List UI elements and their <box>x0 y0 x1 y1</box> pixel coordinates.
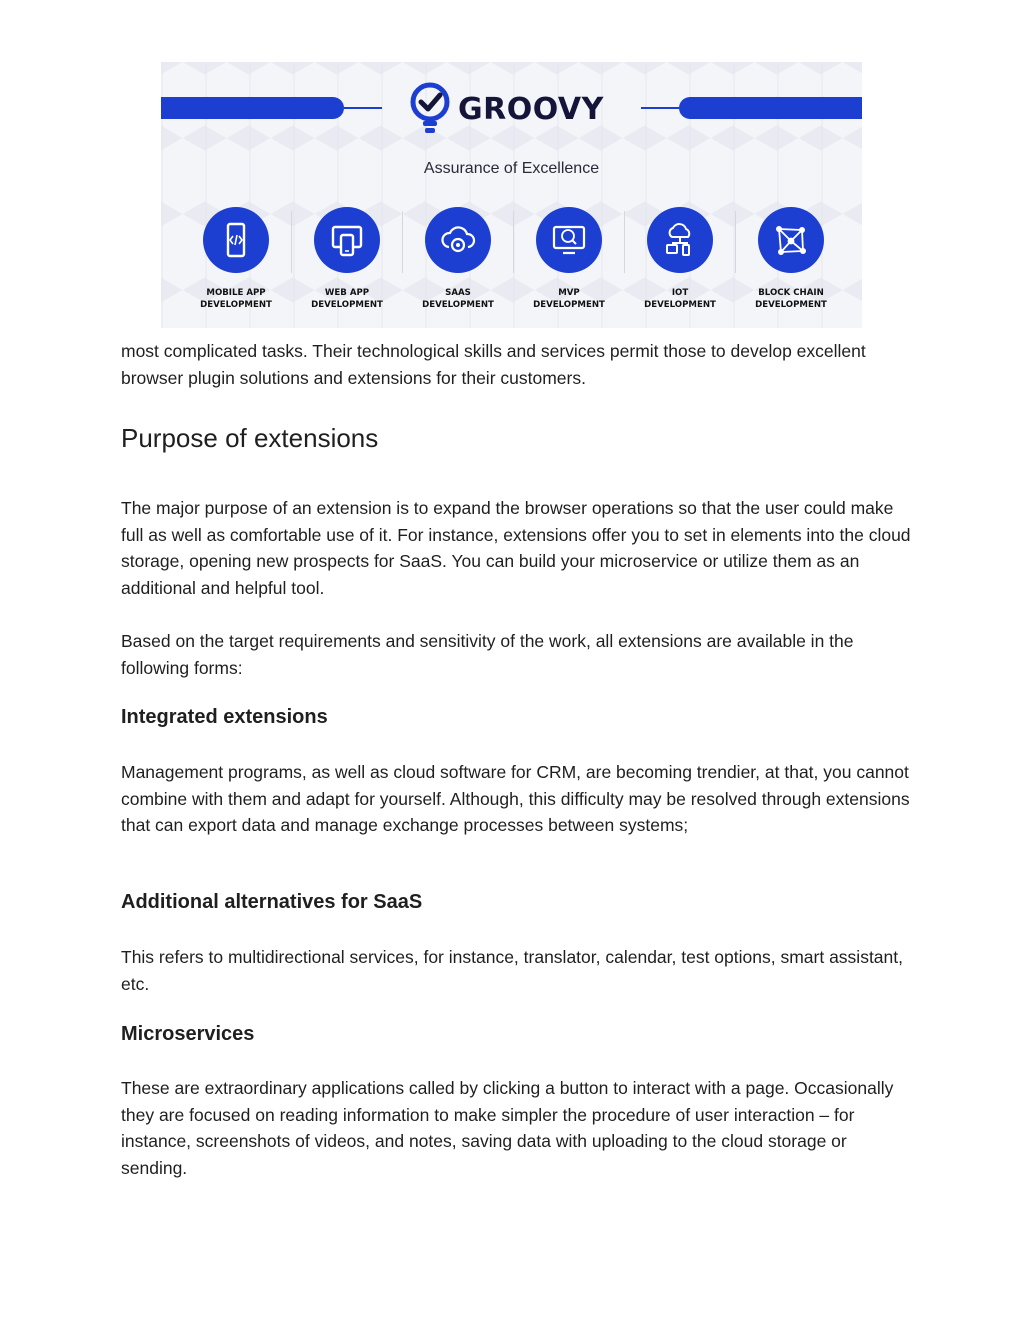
service-label: MOBILE APP DEVELOPMENT <box>200 288 272 310</box>
integrated-paragraph: Management programs, as well as cloud software for CRM, are becoming trendier, at that, you cannot combine with them and adapt for yourself. Although, this difficulty may be resolved through extensions that can export data and manage exchange processes between systems; <box>121 762 910 835</box>
cloud-gear-icon <box>439 221 477 259</box>
groovy-banner <box>161 62 862 328</box>
heading-saas: Additional alternatives for SaaS <box>121 891 423 913</box>
service-label: BLOCK CHAIN DEVELOPMENT <box>755 288 827 310</box>
service-label: IOT DEVELOPMENT <box>644 288 716 310</box>
banner-bar-left <box>161 97 344 119</box>
mvp-monitor-icon <box>550 221 588 259</box>
service-saas <box>403 207 513 311</box>
saas-paragraph: This refers to multidirectional services, for instance, translator, calendar, test options, smart assistant, etc. <box>121 947 903 994</box>
service-mobile-app <box>181 207 291 311</box>
groovy-logo <box>408 82 604 136</box>
intro-paragraph: most complicated tasks. Their technological skills and services permit those to develop excellent browser plugin solutions and extensions for their customers. <box>121 341 866 388</box>
service-iot <box>625 207 735 311</box>
banner-bar-right <box>679 97 862 119</box>
heading-purpose: Purpose of extensions <box>121 423 379 453</box>
brand-name: GROOVY <box>458 91 604 127</box>
service-label: WEB APP DEVELOPMENT <box>311 288 383 310</box>
microservices-paragraph: These are extraordinary applications called by clicking a button to interact with a page. Occasionally they are focused on reading information to make simpler the procedure of user interaction – for instance, screenshots of videos, and notes, saving data with uploading to the cloud storage or sending. <box>121 1078 894 1178</box>
banner-tagline: Assurance of Excellence <box>423 160 600 177</box>
service-mvp <box>514 207 624 311</box>
lightbulb-check-icon <box>408 82 452 136</box>
web-app-icon <box>328 221 366 259</box>
purpose-paragraph-2: Based on the target requirements and sensitivity of the work, all extensions are available in the following forms: <box>121 631 854 678</box>
iot-cloud-icon <box>661 221 699 259</box>
service-blockchain <box>736 207 846 311</box>
services-row <box>181 207 846 317</box>
heading-integrated: Integrated extensions <box>121 706 328 728</box>
heading-microservices: Microservices <box>121 1023 255 1045</box>
banner-line-left <box>344 107 382 109</box>
purpose-paragraph-1: The major purpose of an extension is to expand the browser operations so that the user could make full as well as comfortable use of it. For instance, extensions offer you to set in elements into the cloud storage, opening new prospects for SaaS. You can build your microservice or utilize them as an additional and helpful tool. <box>121 498 911 598</box>
mobile-code-icon <box>217 221 255 259</box>
service-web-app <box>292 207 402 311</box>
service-label: MVP DEVELOPMENT <box>533 288 605 310</box>
blockchain-network-icon <box>772 221 810 259</box>
service-label: SAAS DEVELOPMENT <box>422 288 494 310</box>
banner-line-right <box>641 107 679 109</box>
